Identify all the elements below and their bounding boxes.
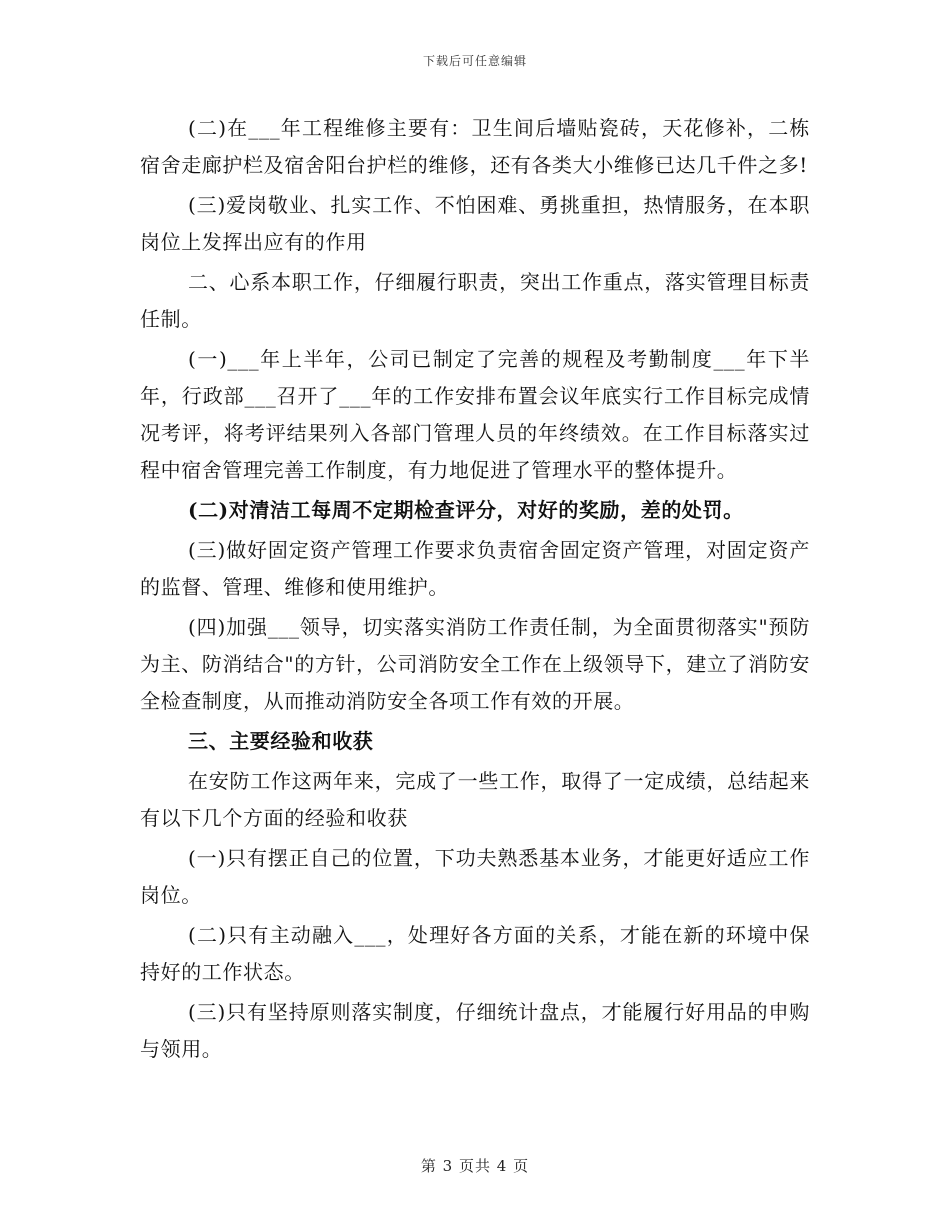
- paragraph: (一)___年上半年，公司已制定了完善的规程及考勤制度___年下半年，行政部___召开了___年的工作安排布置会议年底实行工作目标完成情况考评，将考评结果列入各部门管理人员的年终绩效。在工作目标落实过程中宿舍管理完善工作制度，有力地促进了管理水平的整体提升。: [140, 347, 810, 482]
- bold-paragraph: (二)对清洁工每周不定期检查评分，对好的奖励，差的处罚。: [188, 498, 744, 522]
- paragraph: 在安防工作这两年来，完成了一些工作，取得了一定成绩，总结起来有以下几个方面的经验和收获: [140, 769, 810, 830]
- page-header: 下载后可任意编辑: [422, 54, 527, 68]
- paragraph: (三)爱岗敬业、扎实工作、不怕困难、勇挑重担，热情服务，在本职岗位上发挥出应有的作用: [140, 193, 810, 254]
- paragraph: (三)做好固定资产管理工作要求负责宿舍固定资产管理，对固定资产的监督、管理、维修和使用维护。: [140, 538, 810, 599]
- paragraph: (二)在___年工程维修主要有：卫生间后墙贴瓷砖，天花修补，二栋宿舍走廊护栏及宿舍阳台护栏的维修，还有各类大小维修已达几千件之多!: [140, 116, 810, 177]
- page-footer: 第 3 页共 4 页: [420, 1157, 530, 1175]
- document-body: [140, 110, 810, 1071]
- paragraph: (一)只有摆正自己的位置，下功夫熟悉基本业务，才能更好适应工作岗位。: [140, 846, 810, 907]
- paragraph: (二)只有主动融入___，处理好各方面的关系，才能在新的环境中保持好的工作状态。: [140, 923, 810, 984]
- paragraph: (三)只有坚持原则落实制度，仔细统计盘点，才能履行好用品的申购与领用。: [140, 1000, 810, 1061]
- section-heading: 三、主要经验和收获: [188, 729, 374, 753]
- section-heading: 二、心系本职工作，仔细履行职责，突出工作重点，落实管理目标责任制。: [140, 270, 810, 331]
- paragraph: (四)加强___领导，切实落实消防工作责任制，为全面贯彻落实"预防为主、防消结合"的方针，公司消防安全工作在上级领导下，建立了消防安全检查制度，从而推动消防安全各项工作有效的开展。: [140, 615, 810, 713]
